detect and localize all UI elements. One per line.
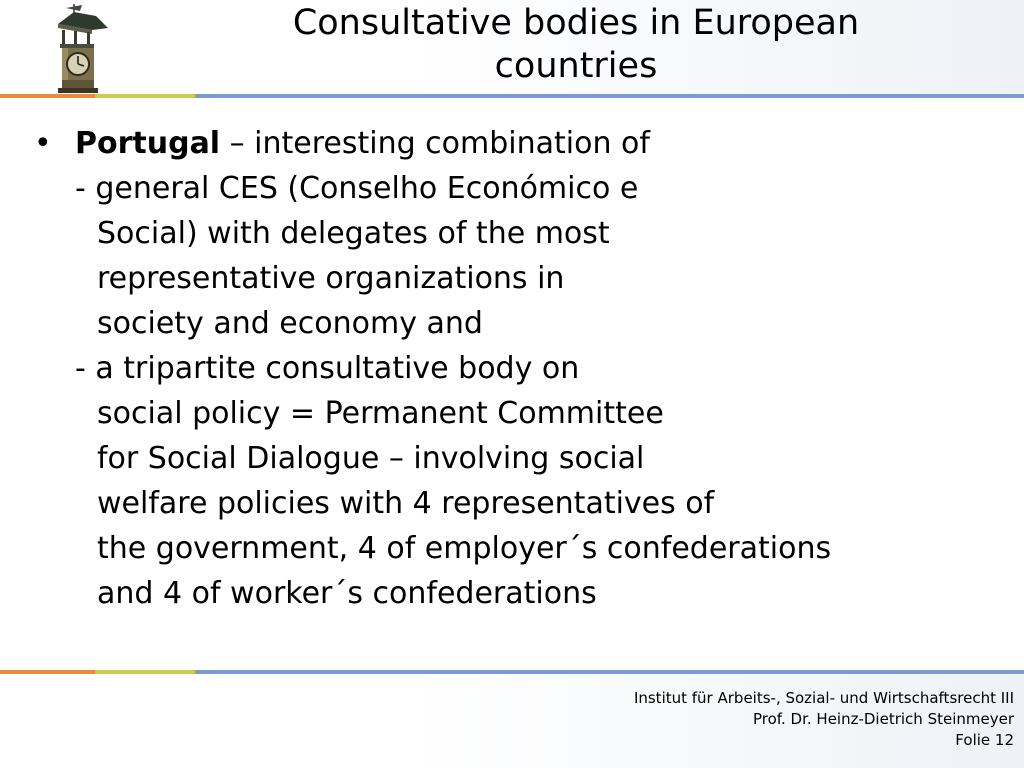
bullet-text: – interesting combination of [220,126,650,161]
body-line: social policy = Permanent Committee [97,396,664,431]
body-line: Social) with delegates of the most [97,216,610,251]
body-line: the government, 4 of employer´s confederations [97,531,832,566]
bullet-line [34,121,994,166]
header-divider [0,94,1024,98]
body-line: society and economy and [97,306,483,341]
body-line: - general CES (Conselho Económico e [75,171,639,206]
title-line-1: Consultative bodies in European [292,3,860,43]
footer-professor: Prof. Dr. Heinz-Dietrich Steinmeyer [753,710,1014,728]
body-line: - a tripartite consultative body on [75,351,580,386]
slide-body [34,121,994,616]
bullet-heading: Portugal [75,126,221,161]
body-line: representative organizations in [97,261,565,296]
title-line-2: countries [494,46,658,86]
body-line: and 4 of worker´s confederations [97,576,597,611]
footer-slide-number: Folie 12 [955,731,1014,749]
bullet-marker: • [34,126,52,161]
footer-institute: Institut für Arbeits-, Sozial- und Wirtschaftsrecht III [633,689,1014,707]
body-line: welfare policies with 4 representatives of [97,486,715,521]
slide-footer [634,688,1014,751]
clock-tower-icon [52,2,114,94]
slide-title [226,2,926,88]
body-line: for Social Dialogue – involving social [97,441,645,476]
